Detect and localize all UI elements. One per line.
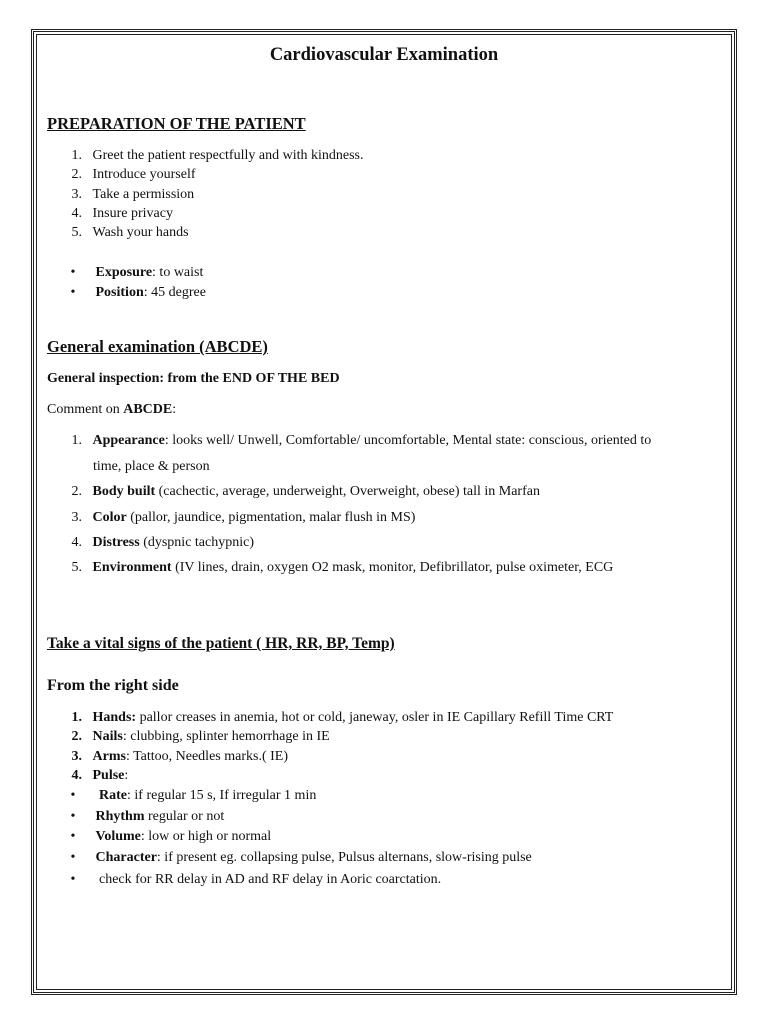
right-item: 4. Pulse: — [71, 768, 129, 783]
general-inspection: General inspection: from the END OF THE BED — [47, 371, 340, 386]
prep-step: 2. Introduce yourself — [71, 167, 196, 182]
pulse-bullet: • Character: if present eg. collapsing pulse, Pulsus alternans, slow-rising pulse — [70, 850, 532, 865]
pulse-bullet: • Rhythm regular or not — [70, 809, 225, 824]
prep-bullet: • Position: 45 degree — [70, 285, 206, 300]
comment-line: Comment on ABCDE: — [47, 402, 177, 417]
right-side-heading: From the right side — [47, 677, 179, 694]
abcde-item: 3. Color (pallor, jaundice, pigmentation, malar flush in MS) — [71, 510, 416, 525]
abcde-item: 4. Distress (dyspnic tachypnic) — [71, 535, 254, 550]
prep-step: 3. Take a permission — [71, 187, 195, 202]
abcde-item: 1. Appearance: looks well/ Unwell, Comfortable/ uncomfortable, Mental state: conscious, oriented to — [71, 433, 652, 448]
pulse-bullet: • Volume: low or high or normal — [70, 829, 272, 844]
right-item: 3. Arms: Tattoo, Needles marks.( IE) — [71, 749, 288, 764]
abcde-item-continued: time, place & person — [93, 459, 210, 474]
prep-step: 5. Wash your hands — [71, 225, 189, 240]
pulse-bullet: • check for RR delay in AD and RF delay in Aoric coarctation. — [70, 872, 442, 887]
right-item: 2. Nails: clubbing, splinter hemorrhage in IE — [71, 729, 330, 744]
prep-step: 1. Greet the patient respectfully and with kindness. — [71, 148, 364, 163]
general-heading: General examination (ABCDE) — [47, 337, 268, 356]
abcde-item: 5. Environment (IV lines, drain, oxygen O2 mask, monitor, Defibrillator, pulse oximeter, ECG — [71, 560, 614, 575]
page-title: Cardiovascular Examination — [269, 45, 499, 65]
right-item: 1. Hands: pallor creases in anemia, hot or cold, janeway, osler in IE Capillary Refill Time CRT — [71, 710, 614, 725]
pulse-bullet: • Rate: if regular 15 s, If irregular 1 min — [70, 788, 317, 803]
abcde-item: 2. Body built (cachectic, average, underweight, Overweight, obese) tall in Marfan — [71, 484, 540, 499]
vitals-heading: Take a vital signs of the patient ( HR, RR, BP, Temp) — [47, 635, 395, 652]
prep-bullet: • Exposure: to waist — [70, 265, 204, 280]
prep-heading: PREPARATION OF THE PATIENT — [47, 114, 306, 133]
prep-step: 4. Insure privacy — [71, 206, 173, 221]
